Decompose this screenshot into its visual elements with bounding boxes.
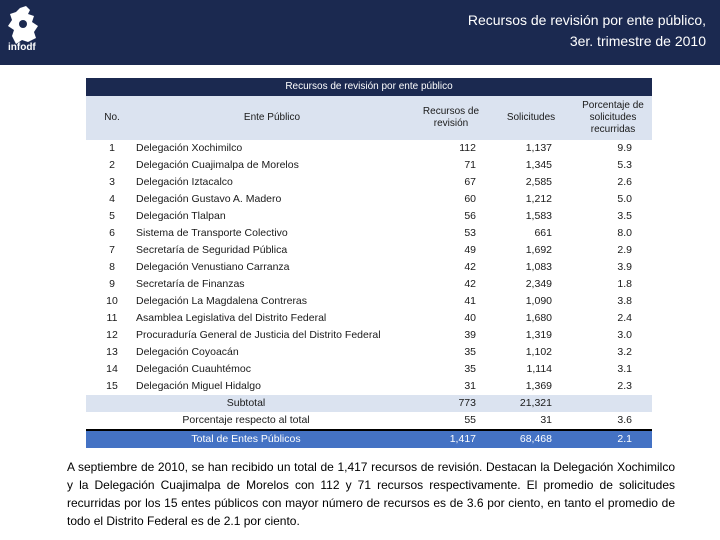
row-number: 11 bbox=[106, 312, 118, 324]
row-porcentaje: 2.6 bbox=[617, 176, 632, 188]
row-ente: Delegación Tlalpan bbox=[136, 210, 226, 222]
row-porcentaje: 1.8 bbox=[617, 278, 632, 290]
row-solicitudes: 1,137 bbox=[525, 142, 552, 154]
row-number: 6 bbox=[109, 227, 115, 239]
subtotal-recursos: 773 bbox=[458, 397, 476, 409]
table-row bbox=[86, 310, 652, 327]
row-recursos: 60 bbox=[464, 193, 476, 205]
row-ente: Delegación Venustiano Carranza bbox=[136, 261, 290, 273]
row-ente: Secretaría de Seguridad Pública bbox=[136, 244, 288, 256]
row-porcentaje: 9.9 bbox=[617, 142, 632, 154]
table-caption: Recursos de revisión por ente público bbox=[86, 78, 652, 96]
row-recursos: 42 bbox=[464, 278, 476, 290]
row-ente: Asamblea Legislativa del Distrito Federal bbox=[136, 312, 327, 324]
row-recursos: 31 bbox=[464, 380, 476, 392]
row-porcentaje: 3.0 bbox=[617, 329, 632, 341]
row-ente: Delegación Cuauhtémoc bbox=[136, 363, 251, 375]
row-porcentaje: 3.8 bbox=[617, 295, 632, 307]
row-porcentaje: 3.9 bbox=[617, 261, 632, 273]
table-row bbox=[86, 174, 652, 191]
row-recursos: 53 bbox=[464, 227, 476, 239]
row-number: 8 bbox=[109, 261, 115, 273]
row-ente: Delegación Cuajimalpa de Morelos bbox=[136, 159, 299, 171]
row-ente: Procuraduría General de Justicia del Distrito Federal bbox=[136, 329, 381, 341]
row-number: 7 bbox=[109, 244, 115, 256]
row-solicitudes: 1,102 bbox=[525, 346, 552, 358]
row-porcentaje: 2.9 bbox=[617, 244, 632, 256]
table-row bbox=[86, 225, 652, 242]
row-ente: Sistema de Transporte Colectivo bbox=[136, 227, 288, 239]
row-solicitudes: 1,083 bbox=[525, 261, 552, 273]
row-number: 3 bbox=[109, 176, 115, 188]
row-number: 5 bbox=[109, 210, 115, 222]
row-recursos: 56 bbox=[464, 210, 476, 222]
row-ente: Delegación Xochimilco bbox=[136, 142, 243, 154]
row-ente: Delegación Gustavo A. Madero bbox=[136, 193, 282, 205]
table-row bbox=[86, 191, 652, 208]
percentage-row bbox=[86, 412, 652, 429]
row-recursos: 40 bbox=[464, 312, 476, 324]
row-number: 12 bbox=[106, 329, 118, 341]
row-solicitudes: 1,692 bbox=[525, 244, 552, 256]
table-row bbox=[86, 140, 652, 157]
row-solicitudes: 1,319 bbox=[525, 329, 552, 341]
row-solicitudes: 1,680 bbox=[525, 312, 552, 324]
table-row bbox=[86, 208, 652, 225]
total-recursos: 1,417 bbox=[449, 433, 476, 445]
summary-paragraph: A septiembre de 2010, se han recibido un total de 1,417 recursos de revisión. Destacan la Delegación Xochimilco y la Delegación Cuajimalpa de Morelos con 112 y 71 recursos respectivamente. El promedio de solicitudes recurridas por los 15 entes públicos con mayor número de recursos es de 3.6 por ciento, en tanto el promedio de todo el Distrito Federal es de 2.1 por ciento. bbox=[67, 460, 675, 528]
row-ente: Secretaría de Finanzas bbox=[136, 278, 245, 290]
row-number: 15 bbox=[106, 380, 118, 392]
row-solicitudes: 1,090 bbox=[525, 295, 552, 307]
row-number: 14 bbox=[106, 363, 118, 375]
table-header-row bbox=[86, 96, 652, 140]
row-recursos: 49 bbox=[464, 244, 476, 256]
row-solicitudes: 2,585 bbox=[525, 176, 552, 188]
row-recursos: 42 bbox=[464, 261, 476, 273]
table-row bbox=[86, 378, 652, 395]
row-solicitudes: 1,114 bbox=[526, 363, 552, 375]
mexico-city-emblem-icon bbox=[6, 6, 44, 46]
total-porcentaje: 2.1 bbox=[617, 433, 632, 445]
row-recursos: 112 bbox=[459, 142, 476, 154]
row-ente: Delegación Iztacalco bbox=[136, 176, 233, 188]
table-row bbox=[86, 361, 652, 378]
row-porcentaje: 3.1 bbox=[617, 363, 632, 375]
row-ente: Delegación Coyoacán bbox=[136, 346, 239, 358]
col-header-recursos: Recursos de revisión bbox=[422, 106, 480, 129]
row-porcentaje: 8.0 bbox=[617, 227, 632, 239]
percentage-porcentaje: 3.6 bbox=[617, 414, 632, 426]
row-ente: Delegación Miguel Hidalgo bbox=[136, 380, 261, 392]
table-row bbox=[86, 344, 652, 361]
row-porcentaje: 5.0 bbox=[617, 193, 632, 205]
title-line-1: Recursos de revisión por ente público, bbox=[467, 12, 706, 28]
table-row bbox=[86, 327, 652, 344]
total-row bbox=[86, 429, 652, 448]
table-row bbox=[86, 259, 652, 276]
table-row bbox=[86, 276, 652, 293]
row-porcentaje: 5.3 bbox=[617, 159, 632, 171]
infodf-logo bbox=[6, 6, 44, 58]
row-number: 2 bbox=[109, 159, 115, 171]
subtotal-row bbox=[86, 395, 652, 412]
row-porcentaje: 3.5 bbox=[617, 210, 632, 222]
col-header-no: No. bbox=[104, 112, 120, 123]
row-recursos: 41 bbox=[464, 295, 476, 307]
table-row bbox=[86, 242, 652, 259]
row-solicitudes: 1,212 bbox=[525, 193, 552, 205]
row-solicitudes: 2,349 bbox=[525, 278, 552, 290]
percentage-label: Porcentaje respecto al total bbox=[182, 414, 310, 426]
row-ente: Delegación La Magdalena Contreras bbox=[136, 295, 308, 307]
row-solicitudes: 1,583 bbox=[525, 210, 552, 222]
col-header-solicitudes: Solicitudes bbox=[506, 112, 556, 123]
row-recursos: 71 bbox=[464, 159, 476, 171]
col-header-ente: Ente Público bbox=[243, 112, 301, 123]
row-recursos: 35 bbox=[464, 363, 476, 375]
slide-title bbox=[468, 10, 706, 52]
row-solicitudes: 661 bbox=[534, 227, 552, 239]
row-porcentaje: 2.3 bbox=[617, 380, 632, 392]
table-row bbox=[86, 157, 652, 174]
col-header-porcentaje: Porcentaje de solicitudes recurridas bbox=[582, 100, 644, 135]
subtotal-label: Subtotal bbox=[226, 397, 266, 409]
row-recursos: 35 bbox=[464, 346, 476, 358]
resources-table bbox=[86, 78, 652, 448]
row-porcentaje: 3.2 bbox=[617, 346, 632, 358]
row-solicitudes: 1,369 bbox=[525, 380, 552, 392]
row-porcentaje: 2.4 bbox=[617, 312, 632, 324]
percentage-recursos: 55 bbox=[464, 414, 476, 426]
total-label: Total de Entes Públicos bbox=[191, 433, 301, 445]
total-solicitudes: 68,468 bbox=[519, 433, 552, 445]
row-number: 9 bbox=[109, 278, 115, 290]
row-number: 1 bbox=[109, 142, 115, 154]
row-number: 4 bbox=[109, 193, 115, 205]
row-recursos: 67 bbox=[464, 176, 476, 188]
row-solicitudes: 1,345 bbox=[525, 159, 552, 171]
table-row bbox=[86, 293, 652, 310]
logo-text: infodf bbox=[8, 42, 36, 53]
percentage-solicitudes: 31 bbox=[540, 414, 552, 426]
row-recursos: 39 bbox=[464, 329, 476, 341]
slide-header bbox=[0, 0, 720, 65]
subtotal-solicitudes: 21,321 bbox=[519, 397, 552, 409]
title-line-2: 3er. trimestre de 2010 bbox=[569, 33, 706, 49]
row-number: 10 bbox=[106, 295, 118, 307]
table-body bbox=[86, 140, 652, 395]
row-number: 13 bbox=[106, 346, 118, 358]
